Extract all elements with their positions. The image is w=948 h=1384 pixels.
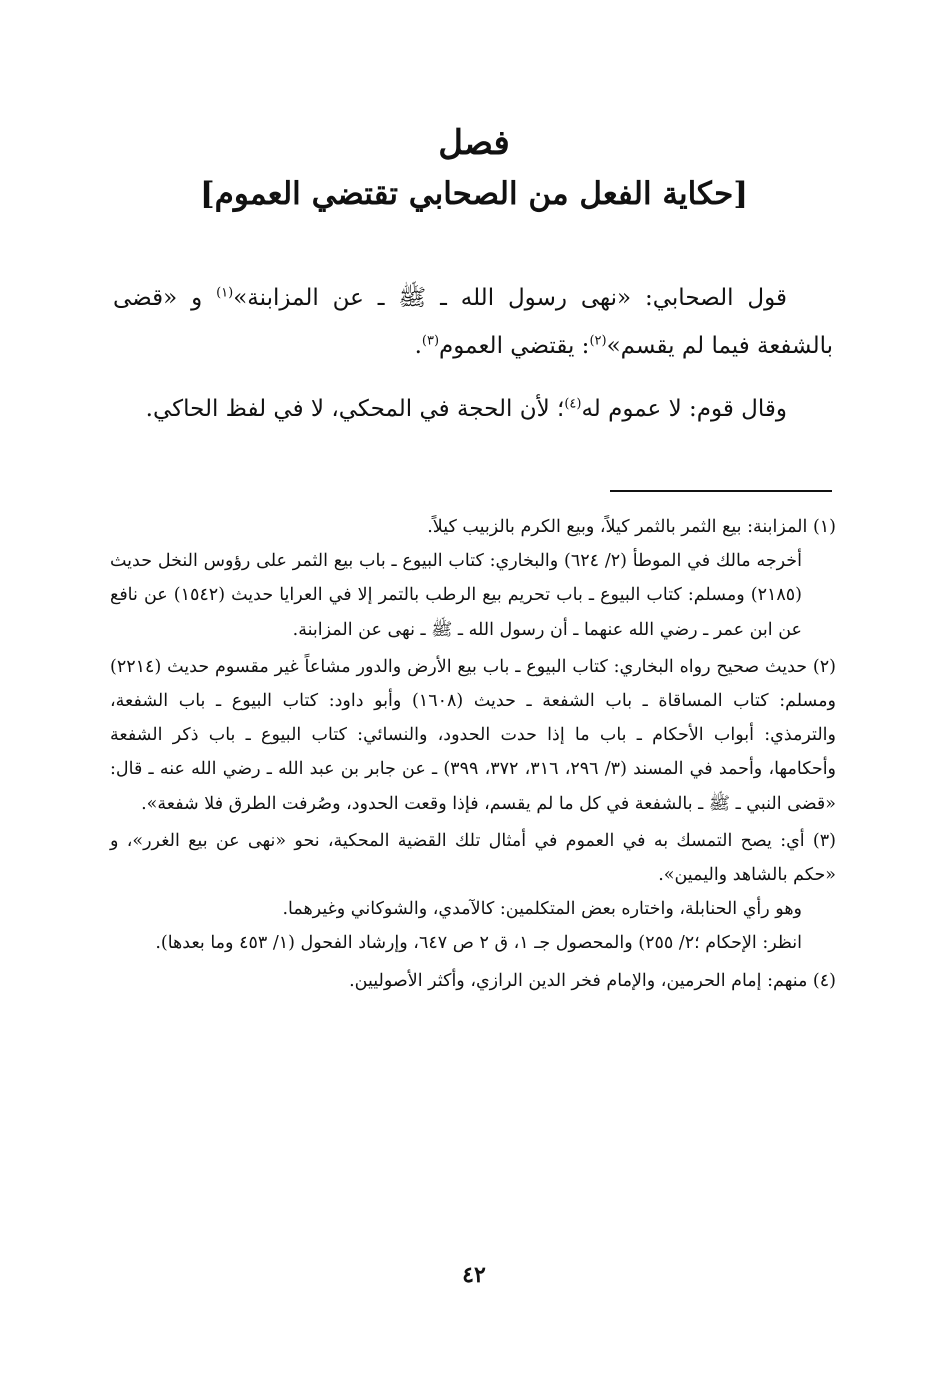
footnote-1-first: (١) المزابنة: بيع الثمر بالثمر كيلاً، وبيع الكرم بالزبيب كيلاً. (427, 517, 836, 537)
text-span: قول الصحابي: «نهى رسول الله ـ ﷺ ـ عن المزابنة» (233, 285, 787, 311)
footnote-2-text: (٢) حديث صحيح رواه البخاري: كتاب البيوع ـ باب بيع الأرض والدور مشاعاً غير مقسوم حديث (٢٢١٤) ومسلم: كتاب المساقاة ـ باب الشفعة ـ حديث (١٦٠٨) وأبو داود: كتاب البيوع ـ باب الشفعة، والترمذي: أبواب الأحكام ـ باب ما إذا حدت الحدود، والنسائي: كتاب البيوع ـ باب ذكر الشفعة وأحكامها، وأحمد في المسند (٣/ ٢٩٦، ٣١٦، ٣٧٢، ٣٩٩) ـ عن جابر بن عبد الله ـ رضي الله عنه ـ قال: «قضى النبي ـ ﷺ ـ بالشفعة في كل ما لم يقسم، فإذا وقعت الحدود، وصُرفت الطرق فلا شفعة». (110, 656, 837, 814)
text-span: . (414, 333, 422, 359)
footnotes (110, 510, 836, 1001)
chapter-heading (110, 118, 838, 220)
paragraph-1 (113, 274, 833, 370)
footnote-ref-3[interactable]: (٣) (421, 333, 440, 349)
footnote-ref-4[interactable]: (٤) (564, 396, 582, 412)
footnote-3-first: (٣) أي: يصح التمسك به في العموم في أمثال تلك القضية المحكية، نحو «نهى عن بيع الغرر»، و «حكم بالشاهد واليمين». (110, 830, 836, 886)
chapter-subtitle: [حكاية الفعل من الصحابي تقتضي العموم] (199, 176, 749, 212)
footnote-1 (110, 510, 836, 647)
footnote-2 (110, 650, 836, 821)
footnote-1-text: أخرجه مالك في الموطأ (٢/ ٦٢٤) والبخاري: كتاب البيوع ـ باب بيع الثمر على رؤوس النخل حديث (٢١٨٥) ومسلم: كتاب البيوع ـ باب تحريم بيع الرطب بالتمر إلا في العرايا حديث (١٥٤٢) عن نافع عن ابن عمر ـ رضي الله عنهما ـ أن رسول الله ـ ﷺ ـ نهى عن المزابنة. (110, 551, 802, 640)
footnote-3-line2: وهو رأي الحنابلة، واختاره بعض المتكلمين: كالآمدي، والشوكاني وغيرهما. (282, 899, 802, 920)
footnote-ref-1[interactable]: (١) (216, 285, 234, 301)
paragraph-2 (113, 385, 833, 433)
footnote-separator (610, 490, 832, 492)
text-span: وقال قوم: لا عموم له (581, 396, 787, 422)
footnote-3-line3: انظر: الإحكام ؛٢/ ٢٥٥) والمحصول جـ ١، ق ٢ ص ٦٤٧، وإرشاد الفحول (١/ ٤٥٣ وما بعدها). (155, 933, 802, 954)
text-span: : يقتضي العموم (439, 333, 590, 359)
footnote-ref-2[interactable]: (٢) (589, 333, 607, 349)
footnote-4-text: (٤) منهم: إمام الحرمين، والإمام فخر الدين الرازي، وأكثر الأصوليين. (349, 970, 836, 991)
chapter-title: فصل (438, 123, 510, 163)
text-span: و «قضى بالشفعة فيما لم يقسم» (113, 285, 833, 359)
footnote-3 (110, 824, 836, 961)
page-number: ٤٢ (462, 1262, 486, 1288)
main-text (113, 274, 833, 448)
footnote-4 (110, 964, 836, 998)
text-span: ؛ لأن الحجة في المحكي، لا في لفظ الحاكي. (145, 396, 565, 422)
